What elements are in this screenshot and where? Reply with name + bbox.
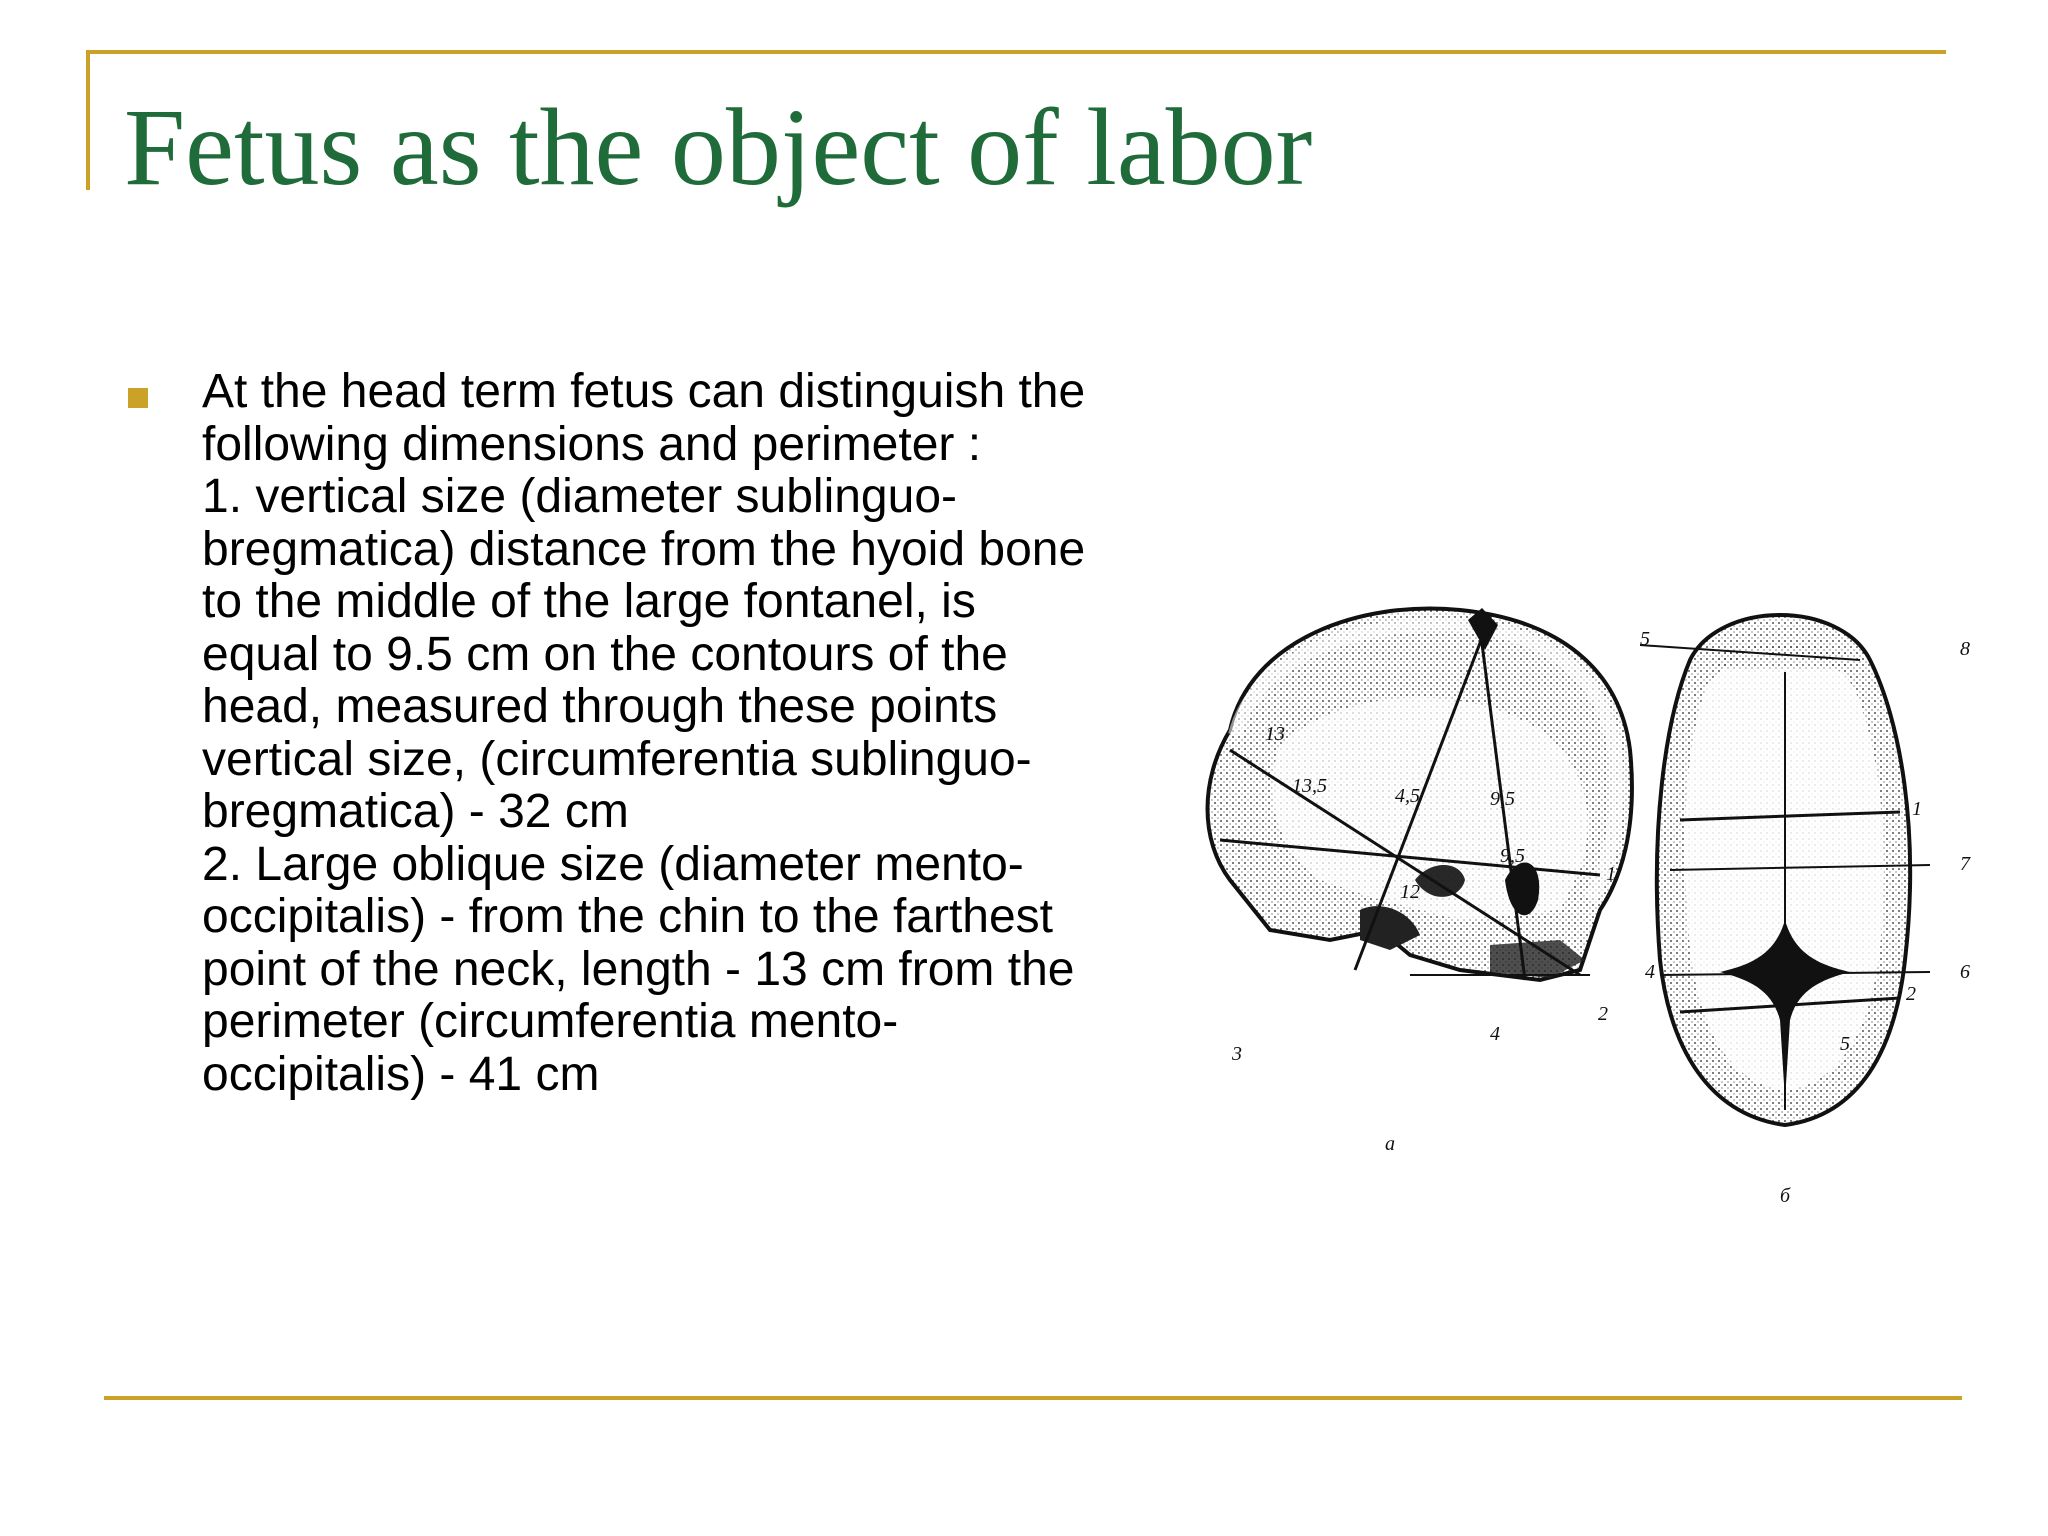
top-label-6: 6: [1960, 961, 1970, 983]
bullet-line: At the head term fetus can distinguish the: [202, 366, 1086, 418]
left-rule: [86, 50, 90, 190]
skull-label-4-5: 4,5: [1395, 785, 1420, 807]
skull-top-view: [1640, 615, 1971, 1207]
skull-label-9-5: 9,5: [1490, 788, 1515, 810]
skull-label-2: 2: [1598, 1003, 1608, 1025]
skull-label-3: 3: [1232, 1043, 1242, 1065]
top-label-4: 4: [1645, 961, 1655, 983]
skull-label-4: 4: [1490, 1023, 1500, 1045]
slide-title: Fetus as the object of labor: [124, 86, 1313, 208]
top-label-2: 2: [1906, 983, 1916, 1005]
skull-label-a: a: [1385, 1133, 1395, 1155]
top-label-b: б: [1780, 1185, 1791, 1207]
skull-label-13: 13: [1265, 723, 1285, 745]
bullet-text: [202, 366, 1222, 1101]
top-rule: [86, 50, 1946, 54]
skull-label-12: 12: [1400, 881, 1420, 903]
bullet-line: equal to 9.5 cm on the contours of the: [202, 627, 1008, 681]
skull-label-9-5b: 9,5: [1500, 845, 1525, 867]
square-bullet-icon: [128, 388, 148, 408]
bullet-line: bregmatica) - 32 cm: [202, 785, 629, 838]
top-label-5b: 5: [1840, 1033, 1850, 1055]
bullet-line: 1. vertical size (diameter sublinguo-: [202, 470, 957, 523]
bullet-line: point of the neck, length - 13 cm from the: [202, 942, 1075, 996]
bullet-line: vertical size, (circumferentia sublinguo-: [202, 732, 1032, 786]
bullet-line: perimeter (circumferentia mento-: [202, 995, 899, 1048]
bullet-item: [126, 366, 1226, 1101]
top-label-1: 1: [1912, 798, 1922, 820]
bullet-line: head, measured through these points: [202, 680, 998, 733]
bullet-line: bregmatica) distance from the hyoid bone: [202, 522, 1086, 576]
skull-label-13-5: 13,5: [1292, 775, 1327, 797]
bullet-line: to the middle of the large fontanel, is: [202, 575, 976, 628]
skull-label-1: 1: [1606, 863, 1616, 885]
bullet-line: following dimensions and perimeter :: [202, 417, 982, 471]
top-label-8: 8: [1960, 638, 1970, 660]
bullet-line: occipitalis) - from the chin to the farthest: [202, 890, 1054, 943]
bottom-rule: [104, 1396, 1962, 1400]
fetal-skull-figure: [1160, 580, 2010, 1240]
skull-side-view: [1208, 608, 1632, 1155]
skull-diagram: [1160, 580, 2010, 1240]
bullet-line: 2. Large oblique size (diameter mento-: [202, 837, 1024, 891]
top-label-5: 5: [1640, 628, 1650, 650]
bullet-line: occipitalis) - 41 cm: [202, 1047, 600, 1101]
top-label-7: 7: [1960, 853, 1970, 875]
bullet-list: [126, 366, 1226, 1101]
